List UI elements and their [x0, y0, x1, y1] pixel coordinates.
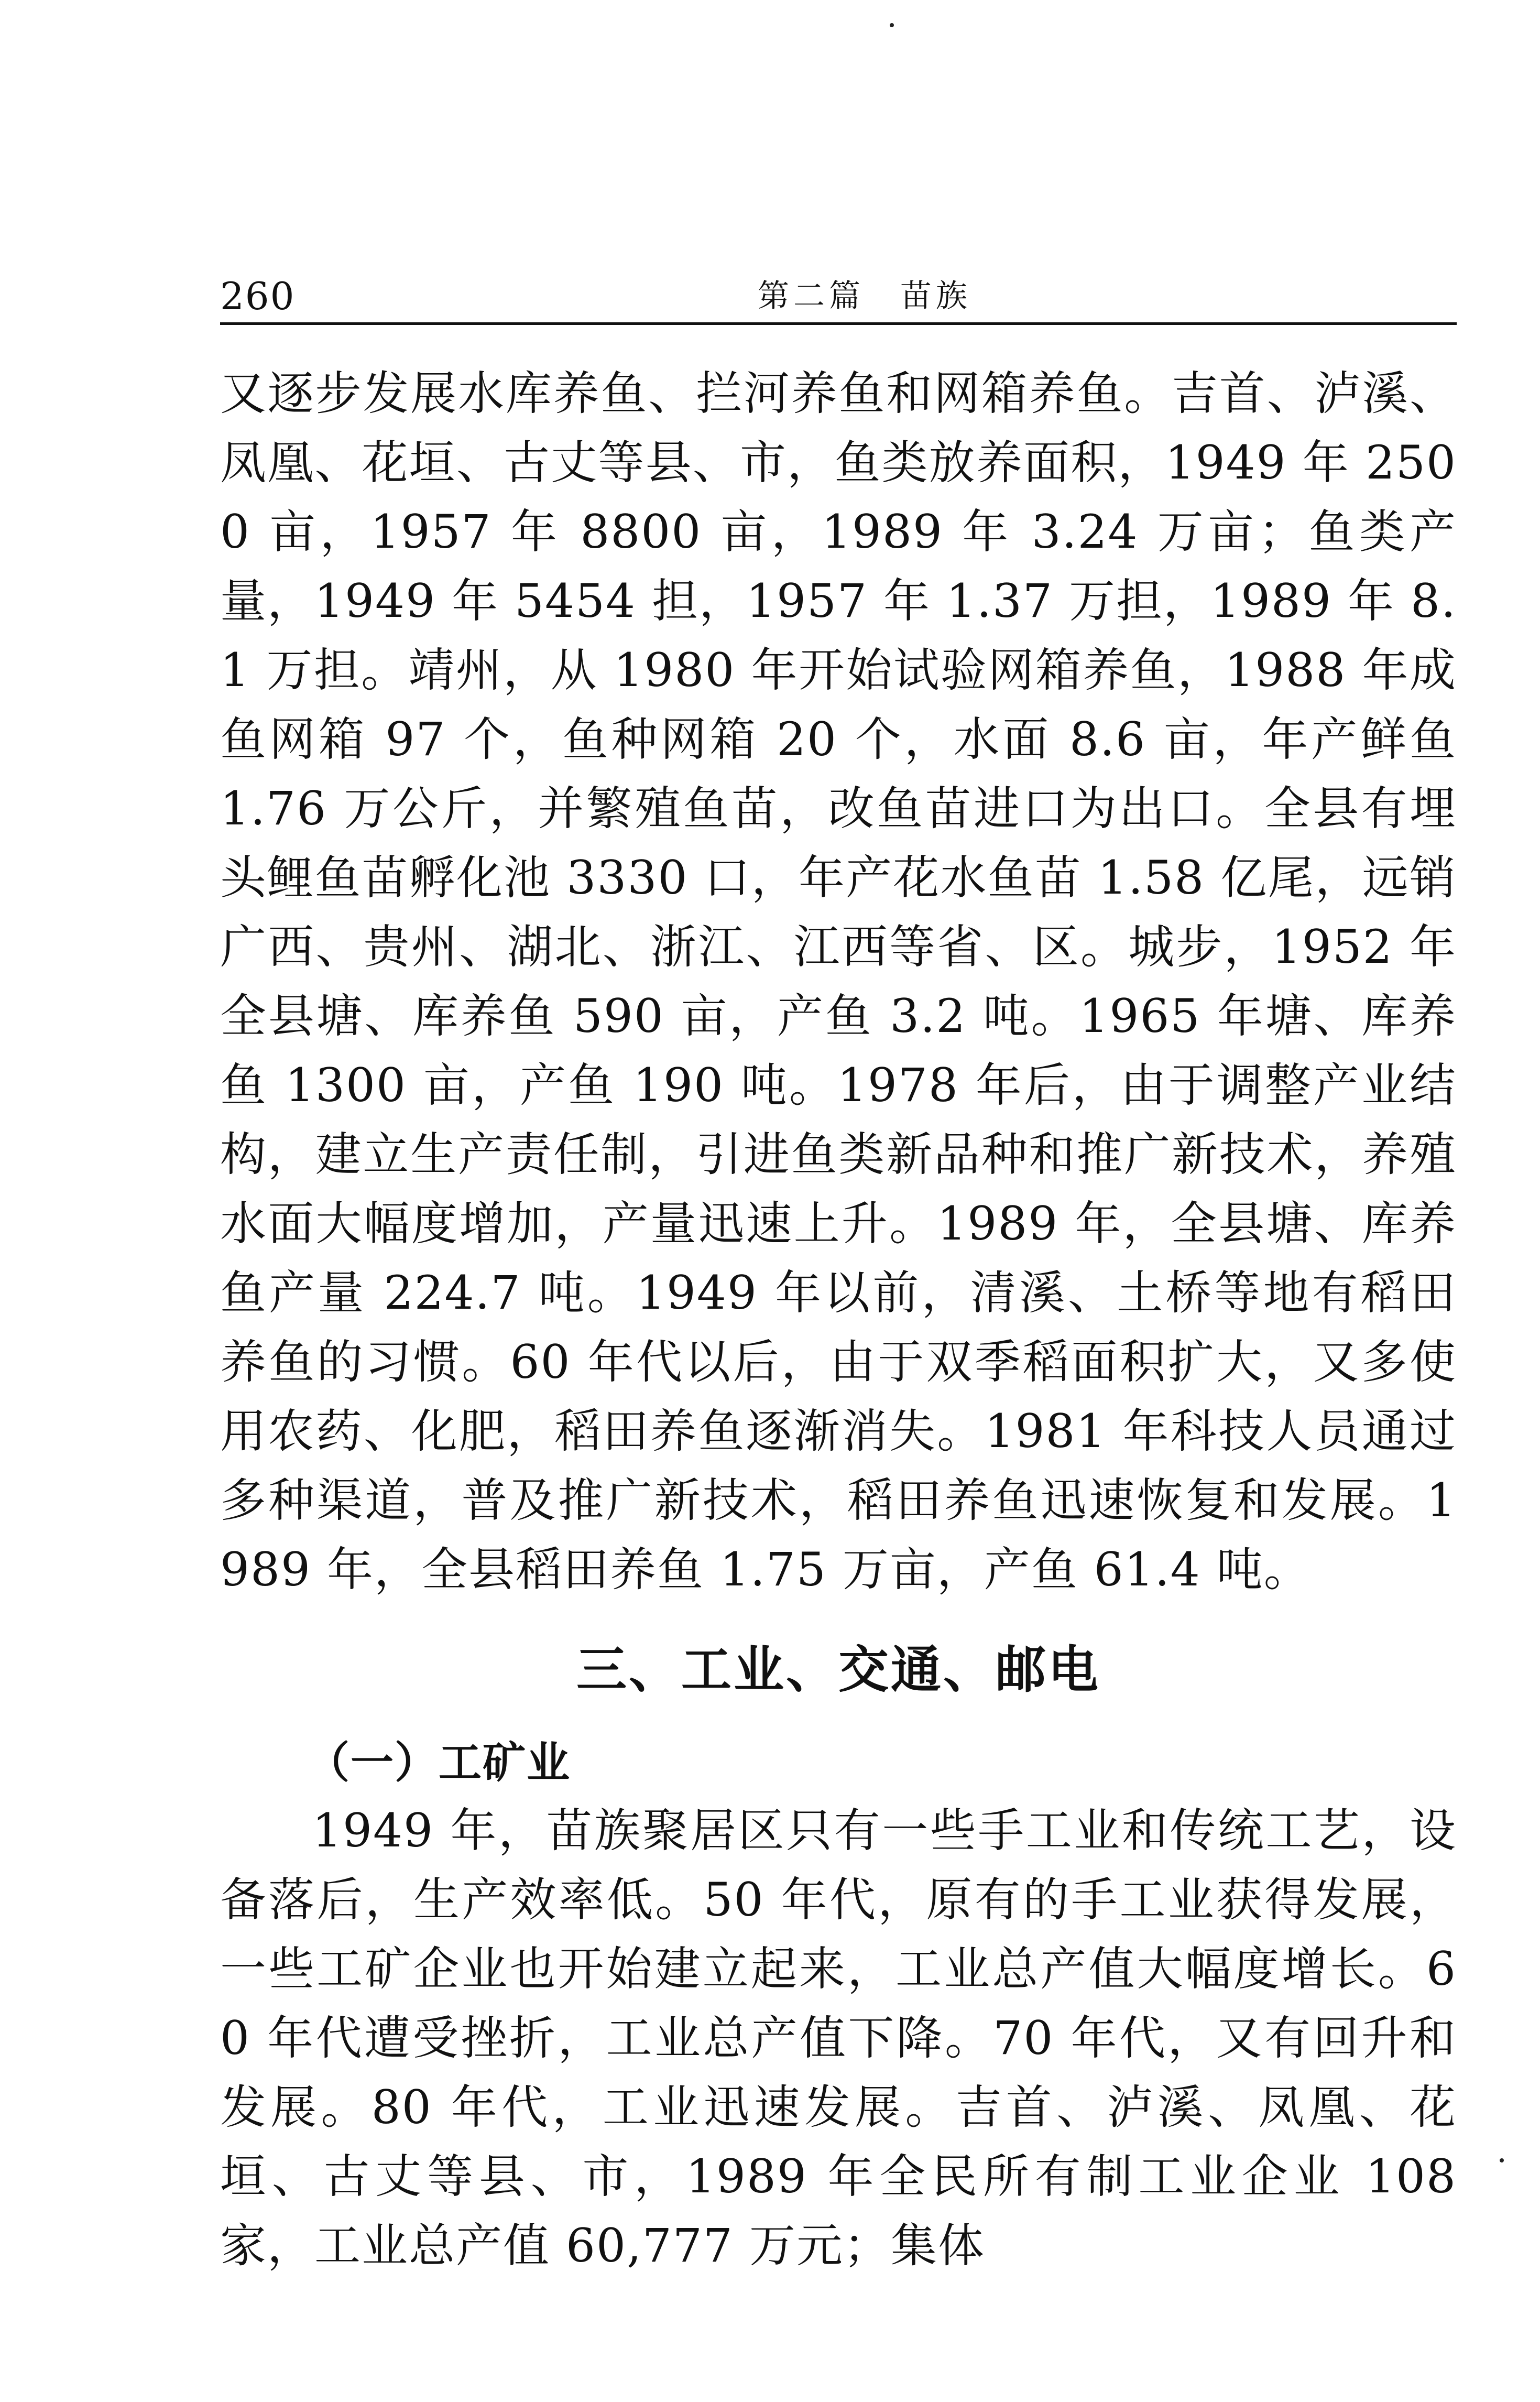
- scan-dust-mark: [890, 23, 894, 27]
- body-paragraph-industry: 1949 年，苗族聚居区只有一些手工业和传统工艺，设备落后，生产效率低。50 年代，原有的手工业获得发展，一些工矿企业也开始建立起来，工业总产值大幅度增长。60 年代遭受挫折，工业总产值下降。70 年代，又有回升和发展。80 年代，工业迅速发展。吉首、泸溪、凤凰、花垣、古丈等县、市，1989 年全民所有制工业企业 108 家，工业总产值 60,777 万元；集体: [220, 1803, 1457, 2273]
- page-number: 260: [220, 274, 296, 318]
- subsection-heading: （一）工矿业: [307, 1738, 571, 1788]
- page-header: [220, 265, 1457, 325]
- scan-dust-mark: [1500, 2158, 1504, 2162]
- section-heading: 三、工业、交通、邮电: [576, 1640, 1100, 1699]
- running-title: 第二篇 苗族: [758, 278, 971, 314]
- page-content: [220, 359, 1457, 2280]
- body-paragraph-continued: 又逐步发展水库养鱼、拦河养鱼和网箱养鱼。吉首、泸溪、凤凰、花垣、古丈等县、市，鱼类放养面积，1949 年 2500 亩，1957 年 8800 亩，1989 年 3.24 万亩；鱼类产量，1949 年 5454 担，1957 年 1.37 万担，1989 年 8.1 万担。靖州，从 1980 年开始试验网箱养鱼，1988 年成鱼网箱 97 个，鱼种网箱 20 个，水面 8.6 亩，年产鲜鱼 1.76 万公斤，并繁殖鱼苗，改鱼苗进口为出口。全县有埋头鲤鱼苗孵化池 3330 口，年产花水鱼苗 1.58 亿尾，远销广西、贵州、湖北、浙江、江西等省、区。城步，1952 年全县塘、库养鱼 590 亩，产鱼 3.2 吨。1965 年塘、库养鱼 1300 亩，产鱼 190 吨。1978 年后，由于调整产业结构，建立生产责任制，引进鱼类新品种和推广新技术，养殖水面大幅度增加，产量迅速上升。1989 年，全县塘、库养鱼产量 224.7 吨。1949 年以前，清溪、土桥等地有稻田养鱼的习惯。60 年代以后，由于双季稻面积扩大，又多使用农药、化肥，稻田养鱼逐渐消失。1981 年科技人员通过多种渠道，普及推广新技术，稻田养鱼迅速恢复和发展。1989 年，全县稻田养鱼 1.75 万亩，产鱼 61.4 吨。: [220, 366, 1457, 1596]
